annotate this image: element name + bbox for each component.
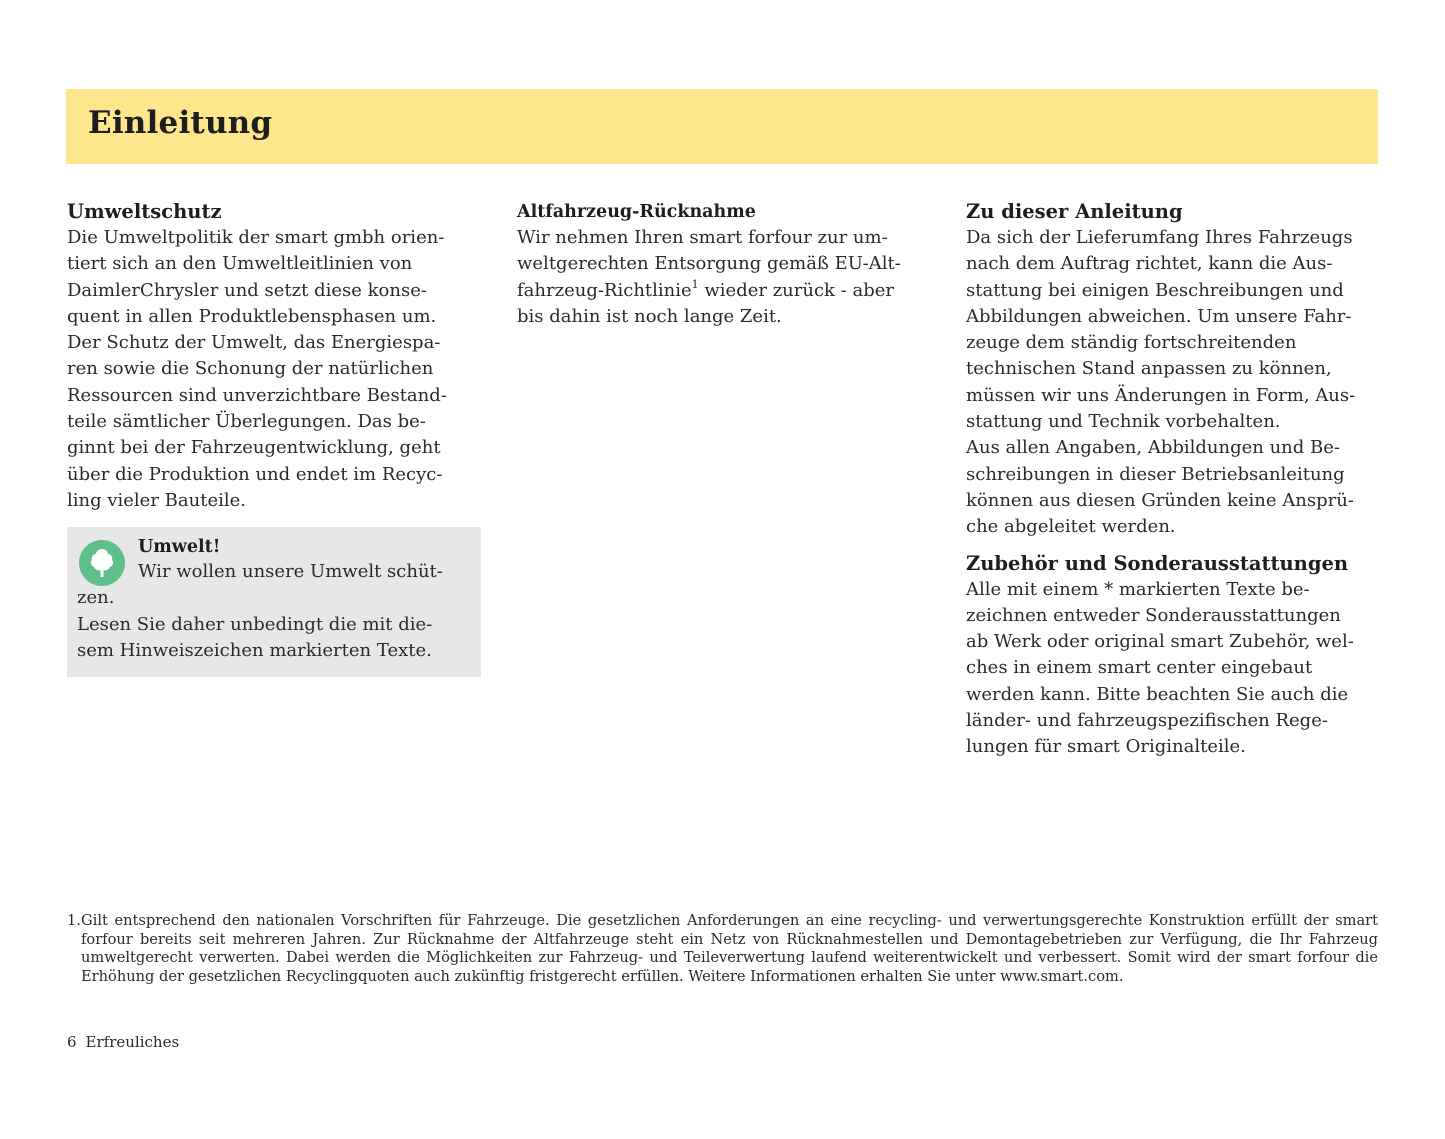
text-line: Abbildungen abweichen. Um unsere Fahr-	[966, 305, 1352, 327]
heading-zu-dieser-anleitung: Zu dieser Anleitung	[966, 200, 1183, 223]
text-line: schreibungen in dieser Betriebsanleitung	[966, 463, 1345, 485]
paragraph-zubehoer	[966, 577, 1386, 761]
text-line: können aus diesen Gründen keine Ansprü-	[966, 489, 1354, 511]
text-line: ren sowie die Schonung der natürlichen	[67, 358, 434, 380]
notice-line: Lesen Sie daher unbedingt die mit die-	[77, 613, 433, 635]
paragraph-anleitung	[966, 225, 1386, 541]
text-line: Da sich der Lieferumfang Ihres Fahrzeugs	[966, 227, 1353, 248]
text-line: zeuge dem ständig fortschreitenden	[966, 332, 1297, 354]
page-footer	[67, 1033, 188, 1051]
paragraph-umweltschutz	[67, 225, 487, 514]
paragraph-altfahrzeug	[517, 225, 937, 330]
text-line: ab Werk oder original smart Zubehör, wel-	[966, 631, 1354, 653]
column-umweltschutz	[67, 199, 487, 514]
text-line: stattung und Technik vorbehalten.	[966, 411, 1281, 433]
text-fragment: fahrzeug-Richtlinie	[517, 279, 692, 301]
notice-text	[77, 559, 443, 664]
text-line: länder- und fahrzeugspezifischen Rege-	[966, 710, 1328, 732]
text-line: werden kann. Bitte beachten Sie auch die	[966, 683, 1349, 705]
text-line: ling vieler Bauteile.	[67, 489, 246, 511]
text-line: lungen für smart Originalteile.	[966, 736, 1246, 758]
text-line: technischen Stand anpassen zu können,	[966, 358, 1332, 380]
notice-line: Wir wollen unsere Umwelt schüt-	[138, 561, 443, 582]
text-line: teile sämtlicher Überlegungen. Das be-	[67, 411, 426, 433]
text-line	[517, 278, 937, 304]
footnote-number: 1.	[67, 912, 81, 929]
section-header-band	[66, 89, 1378, 164]
page-title: Einleitung	[88, 105, 273, 141]
heading-umweltschutz: Umweltschutz	[67, 200, 222, 223]
text-line: stattung bei einigen Beschreibungen und	[966, 279, 1344, 301]
notice-line: zen.	[77, 587, 115, 609]
text-line: weltgerechten Entsorgung gemäß EU-Alt-	[517, 253, 901, 275]
footnote-text: Gilt entsprechend den nationalen Vorschriften für Fahrzeuge. Die gesetzlichen Anforderungen an eine recycling- und verwertungsgerechte Konstruktion erfüllt der smart forfour bereits seit mehreren Jahren. Zur Rücknahme der Altfahrzeuge steht ein Netz von Rücknahmestellen und Demontagebetrieben zur Verfügung, die Ihr Fahrzeug umweltgerecht verwerten. Dabei werden die Möglichkeiten zur Fahrzeug- und Teileverwertung laufend weiterentwickelt und verbessert. Somit wird der smart forfour die Erhöhung der gesetzlichen Recyclingquoten auch zukünftig fristgerecht erfüllen. Weitere Informationen erhalten Sie unter www.smart.com.	[81, 912, 1378, 985]
text-line: Aus allen Angaben, Abbildungen und Be-	[966, 437, 1340, 459]
footnote-ref[interactable]: 1	[691, 277, 699, 291]
heading-altfahrzeug: Altfahrzeug-Rücknahme	[517, 202, 756, 222]
text-line: che abgeleitet werden.	[966, 516, 1176, 538]
text-line: Die Umweltpolitik der smart gmbh orien-	[67, 227, 445, 248]
text-line: über die Produktion und endet im Recyc-	[67, 463, 443, 485]
text-line: tiert sich an den Umweltleitlinien von	[67, 253, 413, 275]
text-line: ginnt bei der Fahrzeugentwicklung, geht	[67, 437, 441, 459]
text-line: zeichnen entweder Sonderausstattungen	[966, 604, 1341, 626]
notice-line: sem Hinweiszeichen markierten Texte.	[77, 639, 432, 661]
text-line: Ressourcen sind unverzichtbare Bestand-	[67, 384, 447, 406]
page-number: 6	[67, 1033, 77, 1051]
column-altfahrzeug	[517, 199, 937, 330]
text-fragment: wieder zurück - aber	[698, 279, 894, 301]
notice-title: Umwelt!	[138, 537, 221, 557]
heading-zubehoer: Zubehör und Sonderausstattungen	[966, 551, 1349, 575]
section-name: Erfreuliches	[85, 1033, 180, 1051]
footnote	[67, 912, 1378, 986]
text-line: Alle mit einem * markierten Texte be-	[966, 578, 1310, 600]
text-line: müssen wir uns Änderungen in Form, Aus-	[966, 384, 1356, 406]
text-line: quent in allen Produktlebensphasen um.	[67, 305, 437, 327]
text-line: Der Schutz der Umwelt, das Energiespa-	[67, 332, 441, 354]
column-anleitung	[966, 199, 1386, 761]
text-line: ches in einem smart center eingebaut	[966, 657, 1313, 679]
text-line: nach dem Auftrag richtet, kann die Aus-	[966, 253, 1333, 275]
text-line: DaimlerChrysler und setzt diese konse-	[67, 279, 427, 301]
environment-notice	[67, 527, 481, 677]
text-line: Wir nehmen Ihren smart forfour zur um-	[517, 227, 888, 248]
text-line: bis dahin ist noch lange Zeit.	[517, 305, 782, 327]
